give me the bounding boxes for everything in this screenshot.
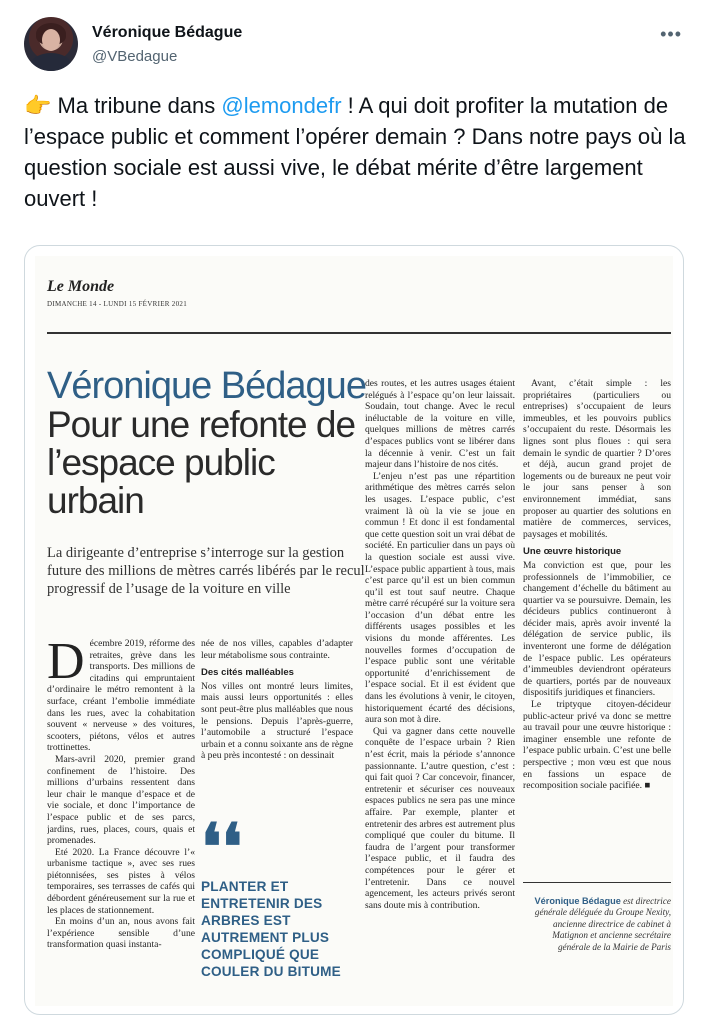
col2-subheading: Des cités malléables <box>201 667 294 679</box>
tweet-text-before: Ma tribune dans <box>51 93 222 118</box>
col4-subheading: Une œuvre historique <box>523 546 622 558</box>
article-author-title: Véronique Bédague <box>47 365 366 407</box>
author-name[interactable]: Véronique Bédague <box>92 24 243 41</box>
col4-paragraph: Ma conviction est que, pour les professionnels de l’immobilier, ce changement d’échelle du bâtiment au quartier va se poursuivre. Demain, les décideurs publics continueront à décider mais, après avoir inventé la délégation de service public, ils inventeront une forme de délégation de l’espace public. Les opérateurs d’immeubles deviendront opérateurs de quartiers, portés par de nouveaux dispositifs juridiques et financiers. <box>523 559 671 699</box>
col1-paragraph: Mars-avril 2020, premier grand confinement de l’histoire. Des millions d’urbains ressentent dans leur chair le manque d’espace et de vie sociale, et donc l’importance de l’espace public et de ses parcs, jardins, rues, places, cours, quais et promenades. <box>47 753 195 847</box>
avatar[interactable] <box>24 17 78 71</box>
col2-paragraph: Nos villes ont montré leurs limites, mais aussi leurs opportunités : elles sont peut-être plus malléables que nous le pensions. Depuis l’après-guerre, l’automobile a structuré l’espace urbain et a connu soixante ans de règne à peu près incontesté : on dessinait <box>201 680 353 762</box>
article-column-1 <box>47 638 195 998</box>
col3-paragraph: des routes, et les autres usages étaient relégués à l’espace qu’on leur laissait. Soudain, tout change. Avec le recul inéluctable de la voiture en ville, quelques millions de mètres carrés d’espaces publics vont se libérer dans la décennie à venir. C’est un fait majeur dans l’histoire de nos cités. <box>365 378 515 471</box>
pointing-hand-icon: 👉 <box>24 93 52 118</box>
col1-paragraph: écembre 2019, réforme des retraites, grève dans les transports. Des millions de citadins qui empruntaient d’ordinaire le métro remontent à la surface, créant l’embolie immédiate dans les rues, avec la cohabitation souvent « nerveuse » des voitures, scooters, piétons, vélos et autres trottinettes. <box>47 638 195 754</box>
pull-quote-text: PLANTER ET ENTRETENIR DES ARBRES EST AUTREMENT PLUS COMPLIQUÉ QUE COULER DU BITUME <box>201 879 341 979</box>
col4-paragraph: Avant, c’était simple : les propriétaires (particuliers ou entreprises) s’occupaient de leurs immeubles, et les pouvoirs publics s’occupaient du reste. Désormais les lignes sont plus floues : qui sera demain le syndic de quartier ? D’ores et déjà, aucun grand projet de logements ou de bureaux ne peut voir le jour sans penser à son environnement immédiat, sans proposer au quartier des solutions en matière de commerces, services, paysages et mobilités. <box>523 378 671 540</box>
article-column-2 <box>201 638 353 798</box>
newspaper-dateline: DIMANCHE 14 - LUNDI 15 FÉVRIER 2021 <box>47 300 187 308</box>
avatar-face <box>42 29 60 51</box>
col3-paragraph: Qui va gagner dans cette nouvelle conquête de l’espace urbain ? Rien n’est écrit, mais la période s’annonce passionnante. L’autre question, c’est : qui fait quoi ? Car concevoir, financer, entretenir et sécuriser ces nouveaux espaces publics ne sera pas une mince affaire. Par exemple, planter et entretenir des arbres est autrement plus compliqué que couler du bitume. Il faudra de l’argent pour transformer l’espace public, et il faudra des compétences pour le gérer et l’entretenir. Dans ce nouvel agencement, les acteurs privés seront sans doute mis à contribution. <box>365 725 515 911</box>
col2-paragraph: née de nos villes, capables d’adapter leur métabolisme sous contrainte. <box>201 638 353 661</box>
pull-quote <box>201 812 357 980</box>
tweet-media-image[interactable] <box>24 245 684 1015</box>
avatar-body <box>30 53 72 71</box>
article-deck: La dirigeante d’entreprise s’interroge sur la gestion future des millions de mètres carrés libérés par le recul progressif de l’usage de la voiture en ville <box>47 545 365 597</box>
tweet-text <box>24 90 690 214</box>
author-handle[interactable]: @VBedague <box>92 48 178 65</box>
drop-cap: D <box>47 638 85 690</box>
bio-name: Véronique Bédague <box>534 896 621 906</box>
newspaper-page <box>35 256 673 1006</box>
tweet-text-after: ! A qui doit profiter la mutation de l’espace public et comment l’opérer demain ? Dans notre pays où la question sociale est aussi vive, le débat mérite d’être largement ouvert ! <box>24 93 686 211</box>
article-column-4 <box>523 378 671 878</box>
col1-paragraph: En moins d’un an, nous avons fait l’expérience sensible d’une transformation quasi instanta- <box>47 916 195 951</box>
more-dots-icon[interactable]: ••• <box>660 24 682 44</box>
bio-text: est directrice générale déléguée du Groupe Nexity, ancienne directrice de cabinet à Matignon et ancienne secrétaire générale de la Mairie de Paris <box>534 896 671 952</box>
newspaper-masthead: Le Monde <box>47 278 115 295</box>
quote-mark-icon: ❛❛ <box>201 812 243 883</box>
bio-rule <box>523 882 671 883</box>
tweet-header <box>24 14 684 78</box>
mention-link[interactable]: @lemondefr <box>221 93 342 118</box>
col3-paragraph: L’enjeu n’est pas une répartition arithmétique des mètres carrés selon les usages. L’espace public, c’est vraiment là où la vie se joue en commun ! Et donc il est fondamental que cette question soit un vrai débat de société. En particulier dans un pays où la question sociale est aussi vive. L’espace public appartient à tous, mais c’est parce qu’il est un bien commun qu’il est tout sauf neutre. Chaque mètre carré récupéré sur la voiture sera l’occasion d’un débat entre les différents usages possibles et les visions du monde afférentes. Les nouvelles formes d’occupation de l’espace public sont une véritable opportunité d’enrichissement de l’espace social. Et il est évident que dans les évolutions à venir, le citoyen, historiquement écarté des décisions, aura son mot à dire. <box>365 470 515 726</box>
article-column-3 <box>365 378 515 998</box>
masthead-rule <box>47 332 671 334</box>
author-bio <box>523 896 671 953</box>
article-headline: Pour une refonte de l’espace public urbain <box>47 404 356 521</box>
col1-paragraph: Eté 2020. La France découvre l’« urbanisme tactique », avec ses rues piétonnisées, ses pistes à vélos temporaires, ses terrasses de cafés qui débordent généreusement sur la rue et les places de stationnement. <box>47 846 195 916</box>
col4-paragraph: Le triptyque citoyen-décideur public-acteur privé va donc se mettre au travail pour une œuvre historique : imaginer ensemble une refonte de l’espace public urbain. C’est une belle perspective ; mon vœu est que nous en fassions un espace de recomposition sociale pacifiée. ■ <box>523 699 671 792</box>
